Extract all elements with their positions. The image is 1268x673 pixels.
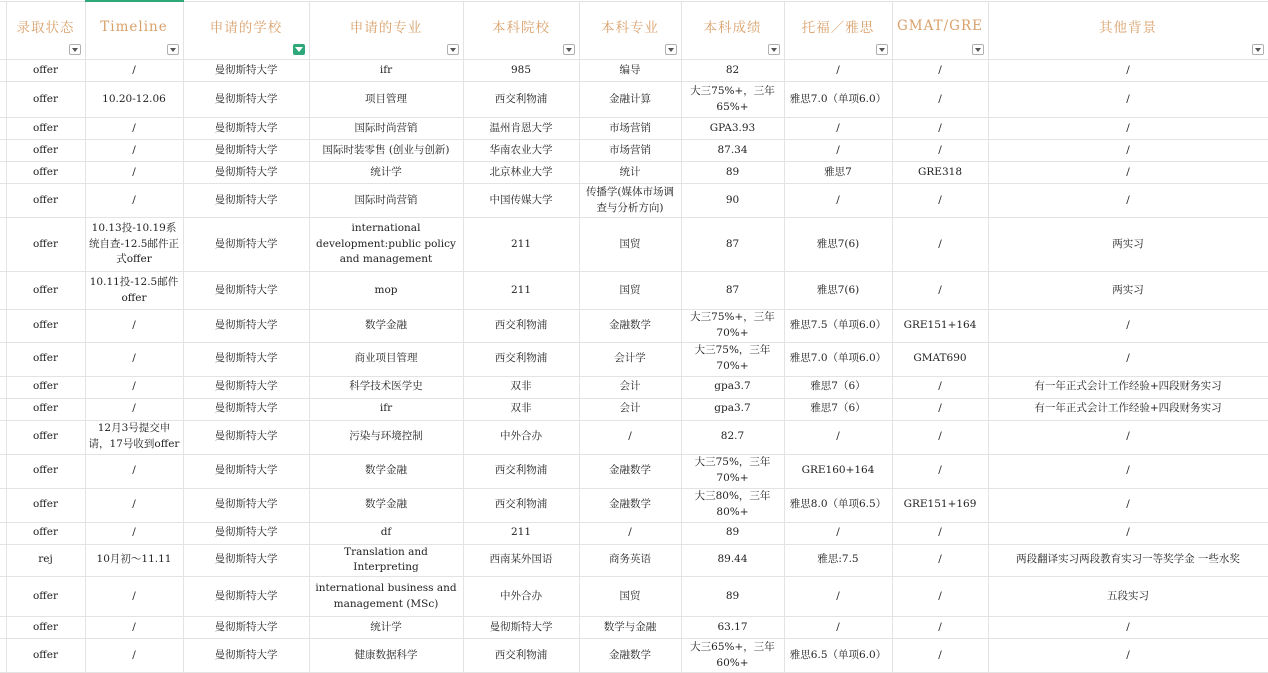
cell-gmat-gre[interactable]: / [892,82,988,118]
cell-school[interactable]: 曼彻斯特大学 [183,82,309,118]
cell-gmat-gre[interactable]: GMAT690 [892,342,988,376]
cell-toefl-ielts[interactable]: / [784,577,892,617]
cell-status[interactable]: offer [6,577,85,617]
cell-toefl-ielts[interactable]: / [784,522,892,544]
table-row [0,218,1268,272]
cell-timeline[interactable]: 10.11投-12.5邮件offer [85,272,183,310]
filter-dropdown-icon[interactable] [447,44,459,55]
column-header-toefl-ielts[interactable] [784,1,892,60]
table-row [0,454,1268,488]
cell-gmat-gre[interactable]: / [892,140,988,162]
cell-timeline[interactable]: 10月初～11.11 [85,544,183,577]
filter-dropdown-icon[interactable] [1252,44,1264,55]
cell-undergrad-major[interactable]: 金融数学 [579,488,681,522]
cell-gpa[interactable]: 82.7 [681,420,784,454]
cell-school[interactable]: 曼彻斯特大学 [183,577,309,617]
column-header-label: 托福／雅思 [801,20,875,37]
table-row [0,82,1268,118]
cell-status[interactable]: offer [6,376,85,398]
column-header-label: 申请的学校 [209,20,283,37]
cell-timeline[interactable]: / [85,140,183,162]
cell-gpa[interactable]: 大三75%，三年70%+ [681,454,784,488]
cell-gmat-gre[interactable]: GRE151+169 [892,488,988,522]
cell-gpa[interactable]: 87 [681,272,784,310]
cell-undergrad-school[interactable]: 西交利物浦 [463,639,579,673]
cell-status[interactable]: offer [6,522,85,544]
cell-status[interactable]: offer [6,60,85,82]
cell-program[interactable]: 项目管理 [309,82,463,118]
cell-undergrad-major[interactable]: 会计 [579,398,681,420]
cell-school[interactable]: 曼彻斯特大学 [183,544,309,577]
cell-toefl-ielts[interactable]: 雅思7（6） [784,376,892,398]
cell-program[interactable]: international development:public policy and management [309,218,463,272]
cell-program[interactable]: Translation and Interpreting [309,544,463,577]
cell-gmat-gre[interactable]: / [892,577,988,617]
cell-undergrad-major[interactable]: 市场营销 [579,118,681,140]
cell-undergrad-major[interactable]: 国贸 [579,272,681,310]
cell-other-background[interactable]: / [988,60,1268,82]
cell-gmat-gre[interactable]: / [892,617,988,639]
cell-undergrad-major[interactable]: 金融数学 [579,310,681,343]
cell-undergrad-school[interactable]: 西南某外国语 [463,544,579,577]
cell-timeline[interactable]: / [85,454,183,488]
cell-gpa[interactable]: 82 [681,60,784,82]
cell-gpa[interactable]: GPA3.93 [681,118,784,140]
cell-toefl-ielts[interactable]: / [784,118,892,140]
cell-undergrad-major[interactable]: 会计学 [579,342,681,376]
cell-program[interactable]: 数学金融 [309,310,463,343]
cell-gpa[interactable]: 87.34 [681,140,784,162]
cell-toefl-ielts[interactable]: 雅思7（6） [784,398,892,420]
cell-undergrad-school[interactable]: 双非 [463,398,579,420]
column-header-label: 本科成绩 [703,20,762,37]
cell-school[interactable]: 曼彻斯特大学 [183,162,309,184]
cell-gmat-gre[interactable]: / [892,398,988,420]
cell-gpa[interactable]: 63.17 [681,617,784,639]
cell-undergrad-school[interactable]: 985 [463,60,579,82]
cell-undergrad-major[interactable]: 传播学(媒体市场调查与分析方向) [579,184,681,218]
cell-other-background[interactable]: 两段翻译实习两段教育实习一等奖学金 一些水奖 [988,544,1268,577]
table-row [0,420,1268,454]
cell-undergrad-major[interactable]: 会计 [579,376,681,398]
cell-gpa[interactable]: 大三80%，三年80%+ [681,488,784,522]
cell-gpa[interactable]: 87 [681,218,784,272]
cell-timeline[interactable]: / [85,60,183,82]
table-row [0,522,1268,544]
cell-school[interactable]: 曼彻斯特大学 [183,310,309,343]
cell-program[interactable]: mop [309,272,463,310]
cell-other-background[interactable]: / [988,162,1268,184]
cell-status[interactable]: offer [6,118,85,140]
cell-gpa[interactable]: 90 [681,184,784,218]
cell-status[interactable]: offer [6,140,85,162]
cell-other-background[interactable]: / [988,522,1268,544]
cell-status[interactable]: offer [6,82,85,118]
table-row [0,272,1268,310]
cell-undergrad-school[interactable]: 西交利物浦 [463,454,579,488]
cell-school[interactable]: 曼彻斯特大学 [183,376,309,398]
cell-gpa[interactable]: 大三75%+，三年65%+ [681,82,784,118]
table-row [0,577,1268,617]
cell-undergrad-major[interactable]: 商务英语 [579,544,681,577]
cell-gmat-gre[interactable]: / [892,184,988,218]
table-row [0,376,1268,398]
table-row [0,184,1268,218]
cell-toefl-ielts[interactable]: 雅思7 [784,162,892,184]
cell-timeline[interactable]: / [85,376,183,398]
cell-status[interactable]: offer [6,617,85,639]
header-row [0,1,1268,60]
cell-toefl-ielts[interactable]: GRE160+164 [784,454,892,488]
cell-school[interactable]: 曼彻斯特大学 [183,272,309,310]
cell-undergrad-school[interactable]: 温州肯恩大学 [463,118,579,140]
cell-gmat-gre[interactable]: / [892,522,988,544]
cell-undergrad-school[interactable]: 211 [463,522,579,544]
cell-undergrad-major[interactable]: / [579,420,681,454]
table-row [0,140,1268,162]
column-header-label: 其他背景 [1099,20,1157,37]
column-header-label: 申请的专业 [349,20,423,37]
cell-other-background[interactable]: / [988,639,1268,673]
cell-other-background[interactable]: / [988,140,1268,162]
cell-undergrad-school[interactable]: 双非 [463,376,579,398]
cell-status[interactable]: offer [6,218,85,272]
cell-timeline[interactable]: / [85,342,183,376]
cell-other-background[interactable]: / [988,617,1268,639]
table-row [0,398,1268,420]
cell-undergrad-school[interactable]: 西交利物浦 [463,310,579,343]
cell-gmat-gre[interactable]: / [892,218,988,272]
cell-gmat-gre[interactable]: / [892,118,988,140]
cell-undergrad-school[interactable]: 211 [463,218,579,272]
cell-school[interactable]: 曼彻斯特大学 [183,218,309,272]
cell-program[interactable]: 商业项目管理 [309,342,463,376]
column-header-other-background[interactable] [988,1,1268,60]
column-header-school[interactable] [183,1,309,60]
cell-program[interactable]: 统计学 [309,162,463,184]
cell-school[interactable]: 曼彻斯特大学 [183,420,309,454]
cell-school[interactable]: 曼彻斯特大学 [183,522,309,544]
column-header-status[interactable] [6,1,85,60]
column-header-label: 本科院校 [492,20,550,37]
cell-program[interactable]: 数学金融 [309,454,463,488]
cell-gmat-gre[interactable]: GRE151+164 [892,310,988,343]
cell-toefl-ielts[interactable]: 雅思7.5（单项6.0） [784,310,892,343]
cell-status[interactable]: offer [6,342,85,376]
column-header-undergrad-major[interactable] [579,1,681,60]
cell-program[interactable]: 科学技术医学史 [309,376,463,398]
filter-dropdown-icon[interactable] [665,44,677,55]
filter-dropdown-icon[interactable] [768,44,780,55]
cell-undergrad-major[interactable]: 金融计算 [579,82,681,118]
cell-other-background[interactable]: / [988,420,1268,454]
column-header-undergrad-school[interactable] [463,1,579,60]
cell-other-background[interactable]: 有一年正式会计工作经验+四段财务实习 [988,398,1268,420]
cell-undergrad-major[interactable]: 数学与金融 [579,617,681,639]
table-body [0,60,1268,673]
cell-status[interactable]: offer [6,310,85,343]
cell-toefl-ielts[interactable]: 雅思:7.5 [784,544,892,577]
cell-undergrad-major[interactable]: 市场营销 [579,140,681,162]
cell-school[interactable]: 曼彻斯特大学 [183,398,309,420]
cell-program[interactable]: international business and management (MSc) [309,577,463,617]
cell-toefl-ielts[interactable]: 雅思6.5（单项6.0） [784,639,892,673]
cell-timeline[interactable]: 12月3号提交申请，17号收到offer [85,420,183,454]
cell-program[interactable]: 统计学 [309,617,463,639]
cell-undergrad-school[interactable]: 西交利物浦 [463,82,579,118]
cell-gpa[interactable]: gpa3.7 [681,376,784,398]
cell-gpa[interactable]: 大三65%+，三年60%+ [681,639,784,673]
table-row [0,342,1268,376]
cell-undergrad-school[interactable]: 华南农业大学 [463,140,579,162]
filter-dropdown-icon[interactable] [69,44,81,55]
cell-program[interactable]: df [309,522,463,544]
cell-undergrad-school[interactable]: 211 [463,272,579,310]
filter-active-icon[interactable] [293,44,305,55]
column-header-label: GMAT/GRE [897,18,983,35]
table-row [0,544,1268,577]
cell-undergrad-major[interactable]: 统计 [579,162,681,184]
cell-status[interactable]: offer [6,272,85,310]
cell-school[interactable]: 曼彻斯特大学 [183,184,309,218]
cell-gpa[interactable]: 大三75%，三年70%+ [681,342,784,376]
cell-undergrad-major[interactable]: 金融数学 [579,639,681,673]
cell-gpa[interactable]: 89.44 [681,544,784,577]
cell-timeline[interactable]: / [85,184,183,218]
table-row [0,488,1268,522]
cell-school[interactable]: 曼彻斯特大学 [183,118,309,140]
cell-undergrad-major[interactable]: 金融数学 [579,454,681,488]
cell-timeline[interactable]: / [85,398,183,420]
filter-dropdown-icon[interactable] [563,44,575,55]
cell-school[interactable]: 曼彻斯特大学 [183,617,309,639]
cell-other-background[interactable]: 两实习 [988,272,1268,310]
cell-other-background[interactable]: / [988,454,1268,488]
cell-program[interactable]: 国际时尚营销 [309,184,463,218]
cell-status[interactable]: offer [6,398,85,420]
cell-gpa[interactable]: 89 [681,577,784,617]
cell-timeline[interactable]: / [85,617,183,639]
table-row [0,162,1268,184]
cell-school[interactable]: 曼彻斯特大学 [183,639,309,673]
cell-status[interactable]: rej [6,544,85,577]
cell-gmat-gre[interactable]: / [892,454,988,488]
cell-toefl-ielts[interactable]: / [784,617,892,639]
cell-toefl-ielts[interactable]: 雅思7.0（单项6.0） [784,82,892,118]
filter-dropdown-icon[interactable] [167,44,179,55]
cell-undergrad-school[interactable]: 中国传媒大学 [463,184,579,218]
cell-program[interactable]: 污染与环境控制 [309,420,463,454]
cell-status[interactable]: offer [6,488,85,522]
cell-toefl-ielts[interactable]: 雅思7.0（单项6.0） [784,342,892,376]
cell-timeline[interactable]: / [85,522,183,544]
cell-program[interactable]: 健康数据科学 [309,639,463,673]
cell-other-background[interactable]: / [988,488,1268,522]
cell-undergrad-school[interactable]: 中外合办 [463,577,579,617]
column-header-timeline[interactable] [85,1,183,60]
cell-toefl-ielts[interactable]: / [784,420,892,454]
cell-undergrad-school[interactable]: 北京林业大学 [463,162,579,184]
filter-dropdown-icon[interactable] [972,44,984,55]
table-row [0,310,1268,343]
column-header-label: Timeline [100,18,168,35]
cell-other-background[interactable]: / [988,82,1268,118]
cell-timeline[interactable]: / [85,310,183,343]
cell-gmat-gre[interactable]: / [892,544,988,577]
cell-program[interactable]: ifr [309,398,463,420]
cell-gmat-gre[interactable]: / [892,376,988,398]
cell-toefl-ielts[interactable]: / [784,140,892,162]
cell-other-background[interactable]: / [988,342,1268,376]
cell-timeline[interactable]: / [85,162,183,184]
cell-program[interactable]: 国际时尚营销 [309,118,463,140]
cell-undergrad-major[interactable]: 国贸 [579,577,681,617]
column-header-gpa[interactable] [681,1,784,60]
cell-school[interactable]: 曼彻斯特大学 [183,454,309,488]
table-row [0,639,1268,673]
cell-timeline[interactable]: / [85,118,183,140]
cell-undergrad-school[interactable]: 西交利物浦 [463,342,579,376]
cell-program[interactable]: 国际时装零售 (创业与创新) [309,140,463,162]
cell-status[interactable]: offer [6,454,85,488]
cell-gpa[interactable]: gpa3.7 [681,398,784,420]
cell-gmat-gre[interactable]: / [892,272,988,310]
cell-timeline[interactable]: 10.13投-10.19系统自查-12.5邮件正式offer [85,218,183,272]
table-row [0,118,1268,140]
cell-toefl-ielts[interactable]: / [784,60,892,82]
cell-undergrad-school[interactable]: 西交利物浦 [463,488,579,522]
cell-timeline[interactable]: / [85,639,183,673]
cell-toefl-ielts[interactable]: / [784,184,892,218]
cell-undergrad-school[interactable]: 曼彻斯特大学 [463,617,579,639]
cell-toefl-ielts[interactable]: 雅思7(6) [784,272,892,310]
cell-other-background[interactable]: / [988,118,1268,140]
cell-status[interactable]: offer [6,420,85,454]
cell-status[interactable]: offer [6,162,85,184]
cell-timeline[interactable]: / [85,488,183,522]
cell-gmat-gre[interactable]: / [892,639,988,673]
filter-dropdown-icon[interactable] [876,44,888,55]
cell-gpa[interactable]: 89 [681,162,784,184]
cell-undergrad-major[interactable]: / [579,522,681,544]
cell-toefl-ielts[interactable]: 雅思7(6) [784,218,892,272]
cell-undergrad-school[interactable]: 中外合办 [463,420,579,454]
column-header-label: 录取状态 [16,20,75,37]
cell-other-background[interactable]: / [988,184,1268,218]
cell-program[interactable]: 数学金融 [309,488,463,522]
cell-program[interactable]: ifr [309,60,463,82]
column-header-program[interactable] [309,1,463,60]
cell-gmat-gre[interactable]: / [892,420,988,454]
cell-school[interactable]: 曼彻斯特大学 [183,140,309,162]
cell-gpa[interactable]: 89 [681,522,784,544]
cell-other-background[interactable]: 有一年正式会计工作经验+四段财务实习 [988,376,1268,398]
cell-other-background[interactable]: 两实习 [988,218,1268,272]
column-header-label: 本科专业 [601,20,659,37]
cell-other-background[interactable]: 五段实习 [988,577,1268,617]
cell-school[interactable]: 曼彻斯特大学 [183,60,309,82]
table-row [0,60,1268,82]
cell-undergrad-major[interactable]: 编导 [579,60,681,82]
cell-other-background[interactable]: / [988,310,1268,343]
cell-gpa[interactable]: 大三75%+，三年70%+ [681,310,784,343]
cell-timeline[interactable]: 10.20-12.06 [85,82,183,118]
cell-status[interactable]: offer [6,639,85,673]
cell-toefl-ielts[interactable]: 雅思8.0（单项6.5） [784,488,892,522]
column-header-gmat-gre[interactable] [892,1,988,60]
cell-gmat-gre[interactable]: / [892,60,988,82]
cell-school[interactable]: 曼彻斯特大学 [183,488,309,522]
cell-status[interactable]: offer [6,184,85,218]
cell-timeline[interactable]: / [85,577,183,617]
cell-gmat-gre[interactable]: GRE318 [892,162,988,184]
cell-school[interactable]: 曼彻斯特大学 [183,342,309,376]
table-row [0,617,1268,639]
cell-undergrad-major[interactable]: 国贸 [579,218,681,272]
